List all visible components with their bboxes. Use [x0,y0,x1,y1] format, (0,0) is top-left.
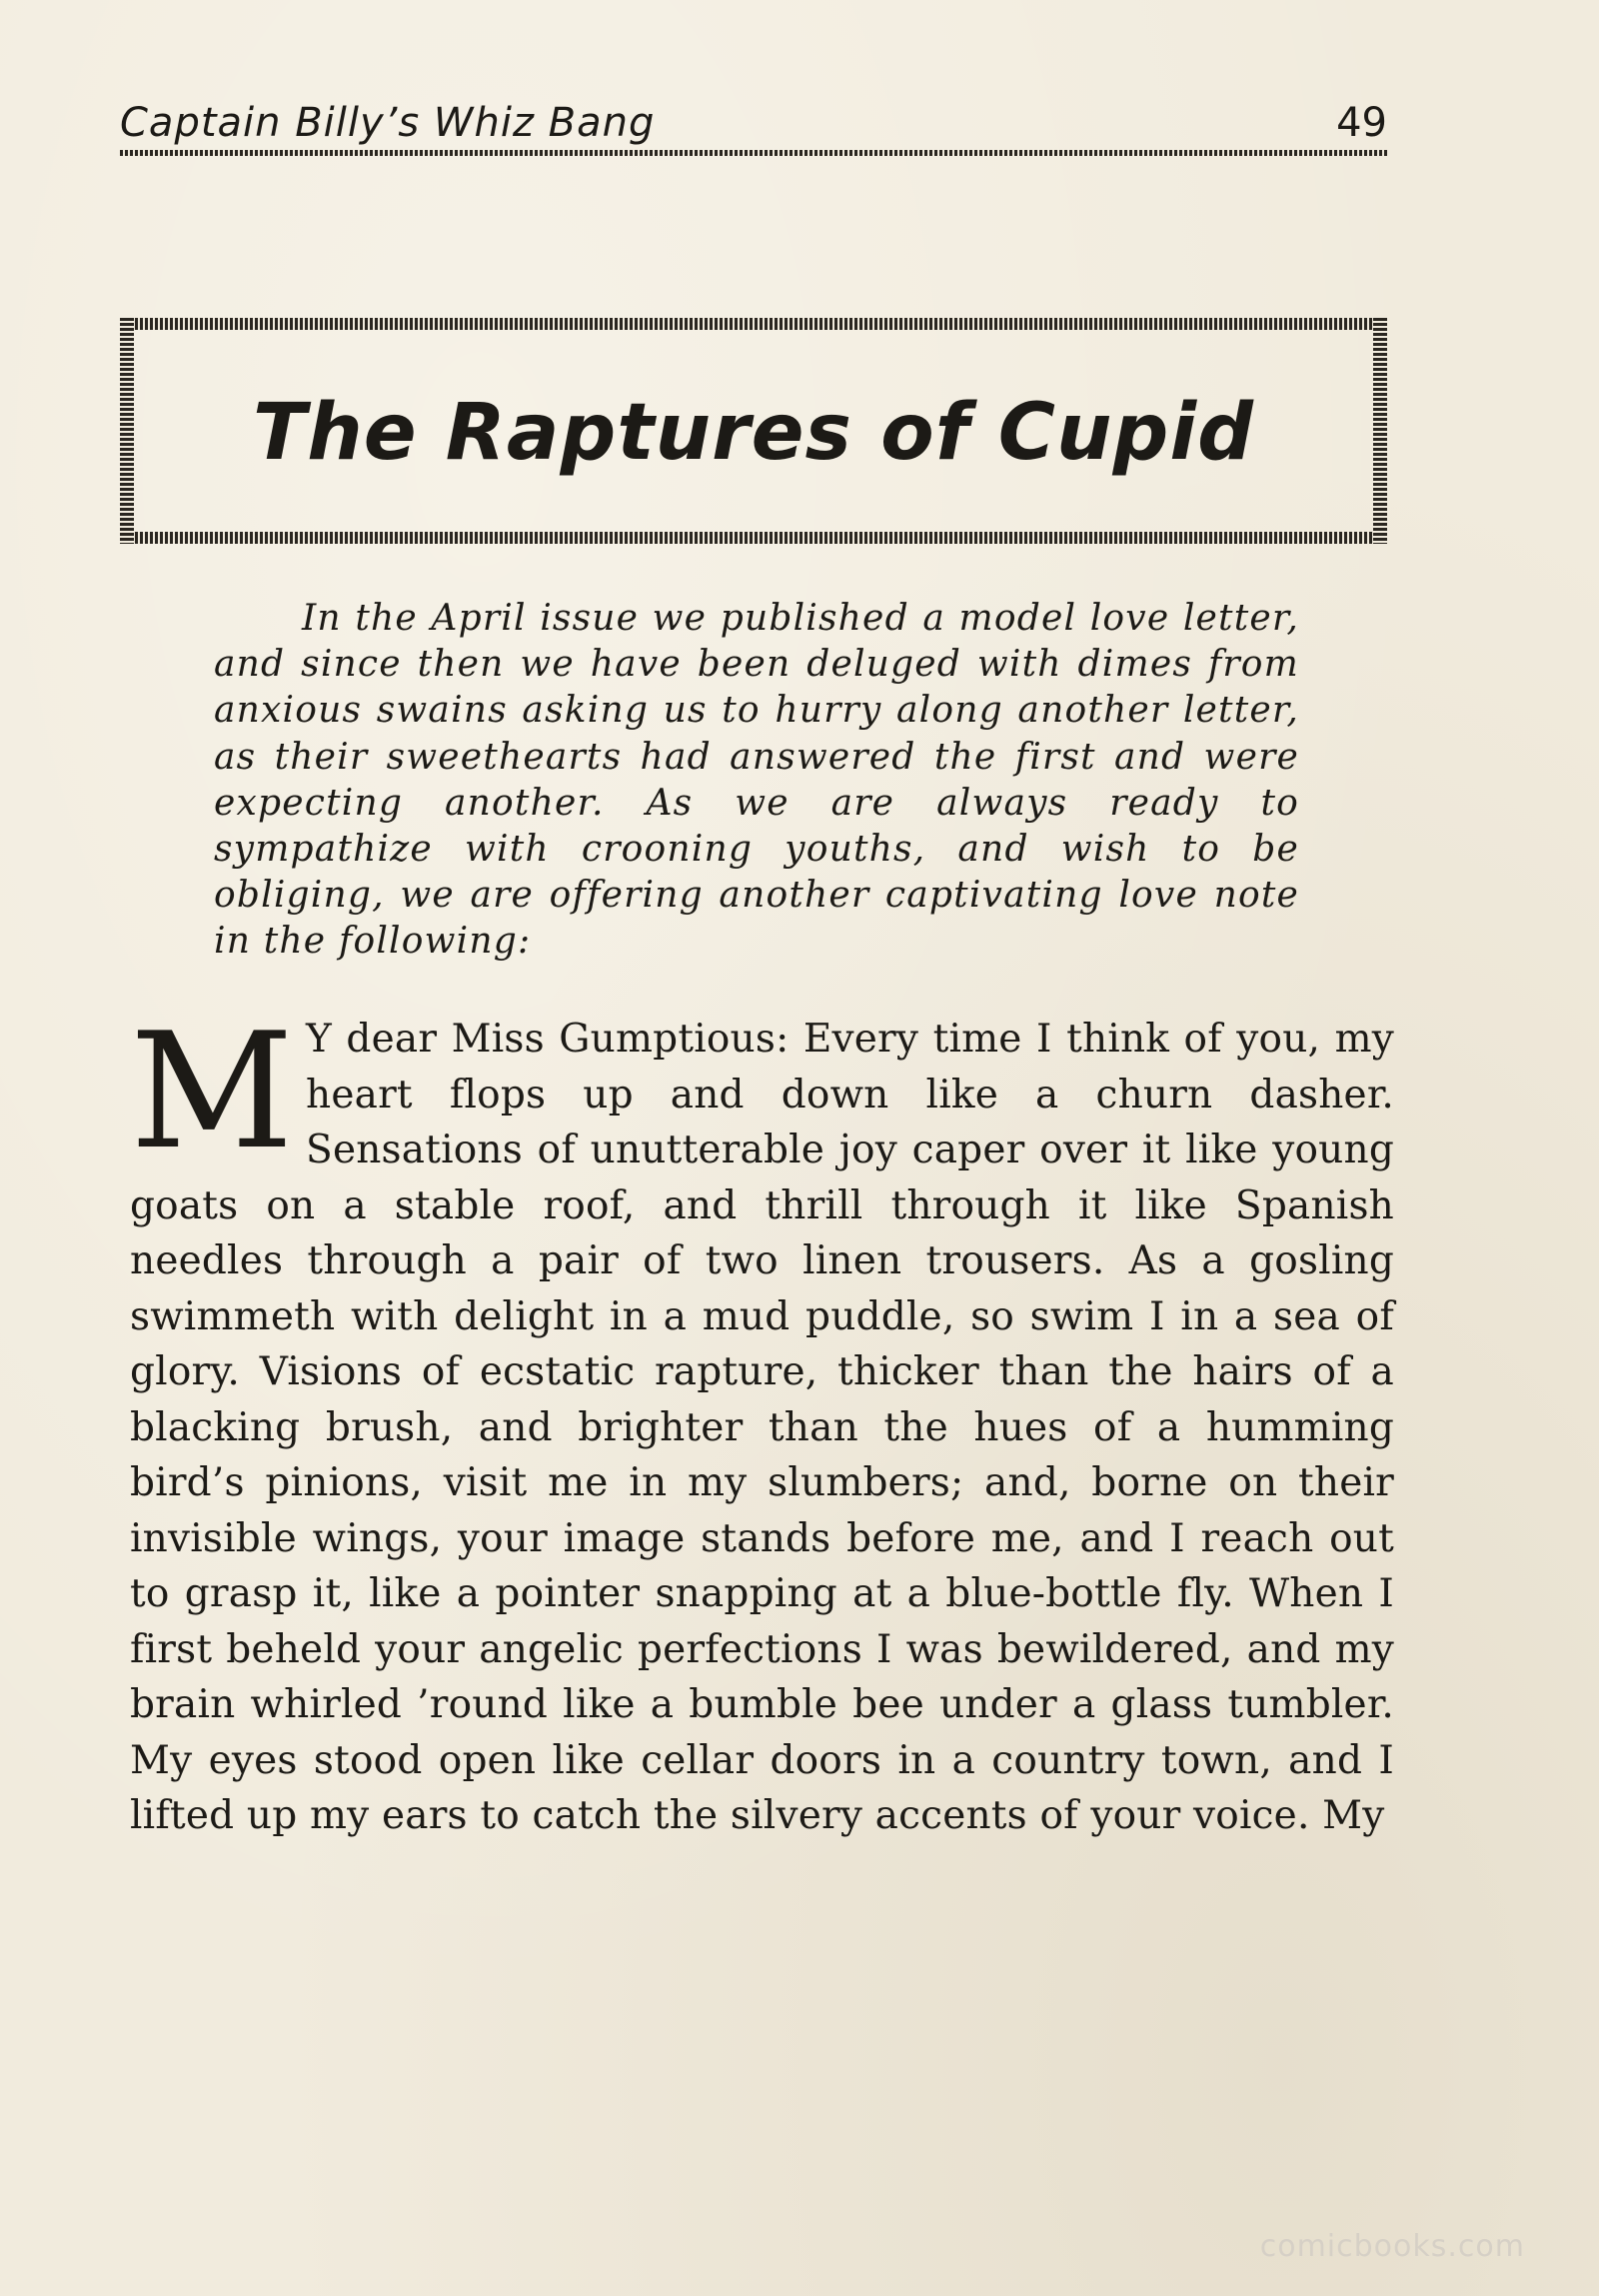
drop-cap: M [130,998,295,1184]
body-paragraph: Y dear Miss Gumptious: Every time I think of you, my heart flops up and down like a churn dasher. Sensations of unutterable joy caper over it like young goats on a stable roof, and thrill through it like Spanish needles through a pair of two linen trousers. As a gosling swimmeth with delight in a mud puddle, so swim I in a sea of glory. Visions of ecstatic rapture, thicker than the hairs of a blacking brush, and brighter than the hues of a humming bird’s pinions, visit me in my slumbers; and, borne on their invisible wings, your image stands before me, and I reach out to grasp it, like a pointer snapping at a blue-bottle fly. When I first beheld your angelic perfections I was bewildered, and my brain whirled ’round like a bumble bee under a glass tumbler. My eyes stood open like cellar doors in a country town, and I lifted up my ears to catch the silvery accents of your voice. My [130,1017,1394,1838]
title-box-border-bottom [120,532,1387,544]
page-number: 49 [1336,100,1387,146]
article-intro [214,596,1299,966]
intro-text: In the April issue we published a model love letter, and since then we have been deluged with dimes from anxious swains asking us to hurry along another letter, as their sweethearts had answered the first and were expecting another. As we are always ready to sympathize with crooning youths, and wish to be obliging, we are offering another captivating love note in the following: [214,598,1299,963]
title-box [120,318,1387,544]
article-body [130,998,1394,1844]
article-title: The Raptures of Cupid [253,388,1254,478]
watermark: comicbooks.com [1259,2229,1525,2264]
running-header [120,96,1387,156]
title-box-border-top [120,318,1387,330]
publication-title: Captain Billy’s Whiz Bang [120,100,656,146]
header-rule [120,150,1387,156]
